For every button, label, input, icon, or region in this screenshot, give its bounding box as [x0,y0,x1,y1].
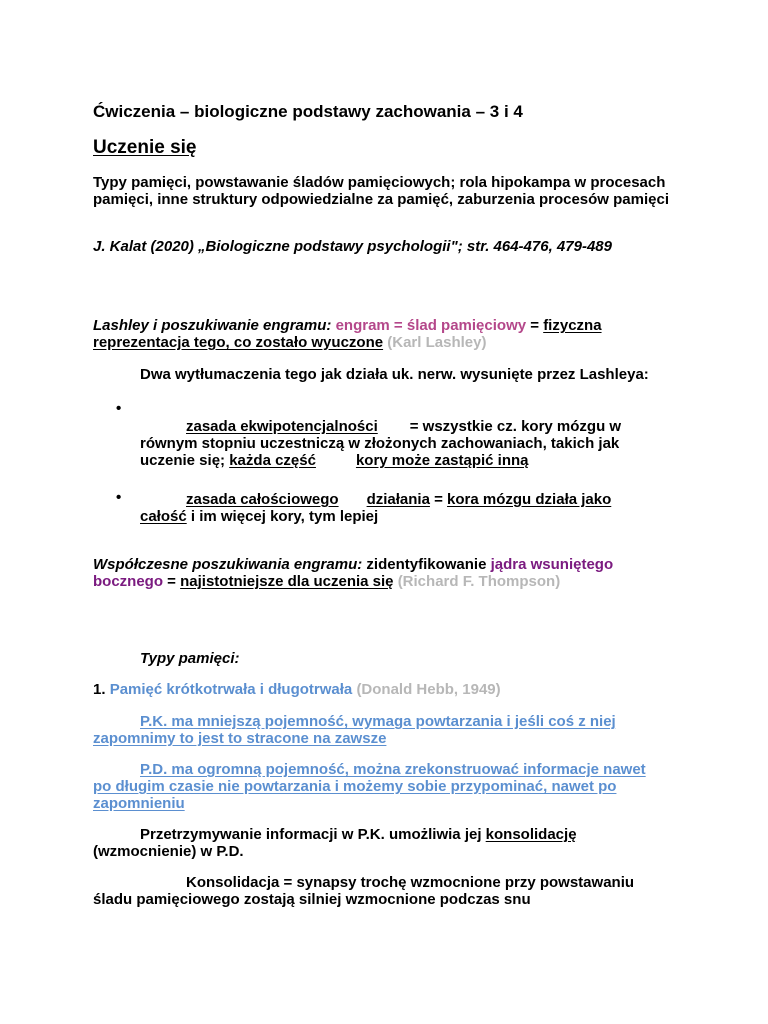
pk-line2: zapomnimy to jest to stracone na zawsze [93,730,387,747]
modern-definition: najistotniejsze dla uczenia się [180,573,394,590]
bullet-ekwipotencjalnosc [140,418,680,469]
consolidation-paragraph [93,874,673,908]
consolidation-term: konsolidację [485,826,577,843]
retention-line2: (wzmocnienie) w P.D. [93,843,244,860]
memory-item-1 [93,681,673,698]
consolidation-line1: Konsolidacja = synapsy trochę wzmocnione przy powstawaniu [186,874,635,891]
mass-action-line2a: całość [140,508,187,525]
modern-eq: = [167,573,176,590]
equipotentiality-line3b: każda część [229,452,316,469]
bullet-icon: • [116,400,122,417]
pd-description [93,761,673,812]
thompson-author: (Richard F. Thompson) [397,573,561,590]
modern-paragraph [93,556,673,590]
equipotentiality-line3c: kory może zastąpić inną [355,452,529,469]
pk-description [93,713,673,747]
engram-definition-2: reprezentacja tego, co zostało wyuczone [93,334,384,351]
lashley-label: Lashley i poszukiwanie engramu: [93,317,332,334]
equipotentiality-line2: równym stopniu uczestniczą w złożonych zachowaniach, takich jak [140,435,620,452]
bullet-calosciowe [140,491,680,525]
lashley-paragraph [93,317,673,351]
section-heading: Uczenie się [93,137,197,158]
nucleus-term-2: bocznego [93,573,163,590]
engram-term: engram = ślad pamięciowy [335,317,527,334]
reference-line: J. Kalat (2020) „Biologiczne podstawy psychologii"; str. 464-476, 479-489 [93,238,612,255]
retention-paragraph [93,826,673,860]
equipotentiality-term: zasada ekwipotencjalności [186,418,378,435]
lashley-author: (Karl Lashley) [387,334,487,351]
mass-action-line2b: i im [190,508,217,525]
hebb-author: (Donald Hebb, 1949) [356,681,501,698]
bullet-icon: • [116,489,122,506]
mass-action-line2c: więcej kory, tym lepiej [220,508,379,525]
equipotentiality-line3a: uczenie się; [140,452,226,469]
item-number: 1. [93,681,106,698]
explanations-intro: Dwa wytłumaczenia tego jak działa uk. nerw. wysunięte przez Lashleya: [140,366,649,383]
pd-line2: po długim czasie nie powtarzania i możemy sobie przypominać, nawet po [93,778,617,795]
mass-action-eq: = [434,491,443,508]
pd-line1: P.D. ma ogromną pojemność, można zrekonstruować informacje nawet [140,761,646,778]
mass-action-term-b: działania [366,491,430,508]
modern-text: zidentyfikowanie [366,556,487,573]
memory-item-title: Pamięć krótkotrwała i długotrwała [109,681,353,698]
mass-action-def: kora mózgu działa jako [447,491,612,508]
consolidation-line2: śladu pamięciowego zostają silniej wzmocnione podczas snu [93,891,531,908]
nucleus-term-1: jądra wsuniętego [490,556,614,573]
engram-definition-1: fizyczna [543,317,602,334]
intro-paragraph: Typy pamięci, powstawanie śladów pamięciowych; rola hipokampa w procesach pamięci, inne struktury odpowiedzialne za pamięć, zaburzenia procesów pamięci [93,174,669,208]
mass-action-term-a: zasada całościowego [186,491,339,508]
pd-line3: zapomnieniu [93,795,185,812]
memory-types-heading: Typy pamięci: [140,650,240,667]
modern-label: Współczesne poszukiwania engramu: [93,556,363,573]
pk-line1: P.K. ma mniejszą pojemność, wymaga powtarzania i jeśli coś z niej [140,713,616,730]
retention-text: Przetrzymywanie informacji w P.K. umożliwia jej [140,826,482,843]
equals-sign: = [530,317,540,334]
document-title: Ćwiczenia – biologiczne podstawy zachowania – 3 i 4 [93,102,523,121]
equipotentiality-def: = wszystkie cz. kory mózgu w [409,418,622,435]
